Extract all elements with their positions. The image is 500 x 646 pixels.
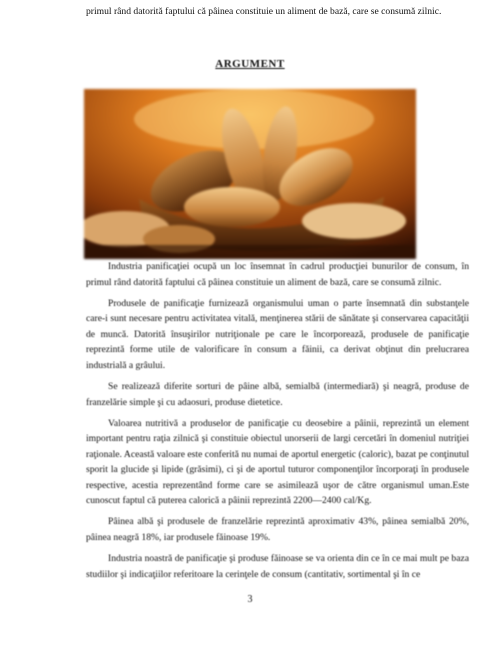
bread-basket-photo-icon (84, 89, 416, 259)
paragraph: Industria noastră de panificaţie şi produse făinoase se va orienta din ce în ce mai mult pe baza studiilor şi indicaţiilor referitoare la cerinţele de consum (cantitativ, sortimental şi în ce (86, 553, 469, 580)
previous-page-tail-text: primul rând datorită faptului că pâinea constituie un aliment de bază, care se consumă zilnic. (86, 6, 442, 17)
paragraph: Pâinea albă şi produsele de franzelărie reprezintă aproximativ 43%, pâinea semialbă 20%, pâinea neagră 18%, iar produsele făinoase 19%. (86, 516, 469, 544)
bread-basket-image (84, 89, 416, 259)
page-number: 3 (247, 594, 253, 605)
paragraph: Se realizează diferite sorturi de pâine albă, semialbă (intermediară) şi neagră, produse de franzelărie simple şi cu adaosuri, produse dietetice. (86, 380, 469, 408)
paragraph: Produsele de panificaţie furnizează organismului uman o parte însemnată din substanţele care-i sunt necesare pentru activitatea vitală, menţinerea stării de sănătate şi conservarea capacităţii de muncă. Datorită însuşirilor nutriţionale pe care le încorporează, produsele de panificaţie reprezintă forme utile de valorificare în consum a făinii, ca derivat obţinut din prelucrarea industrială a grâului. (86, 297, 469, 371)
paragraph: Industria panificaţiei ocupă un loc însemnat în cadrul producţiei bunurilor de consum, în primul rând datorită faptului că pâinea constituie un aliment de bază, care se consumă zilnic. (86, 261, 469, 288)
body-text (86, 259, 469, 588)
paragraph: Valoarea nutritivă a produselor de panificaţie cu deosebire a pâinii, reprezintă un element important pentru raţia zilnică şi constituie obiectul unorserii de largi cercetări în domeniul nutriţiei raţionale. Această valoare este conferită nu numai de aportul energetic (caloric), bazat pe conţinutul sporit la glucide şi lipide (grăsimi), ci şi de aportul tuturor componenţilor încorporaţi în produsele respective, acestia reprezentând forme care se asimilează uşor de către organismul uman.Este cunoscut faptul că puterea calorică a pâinii reprezintă 2200—2400 cal/Kg. (86, 417, 469, 507)
page-heading: ARGUMENT (215, 58, 285, 70)
